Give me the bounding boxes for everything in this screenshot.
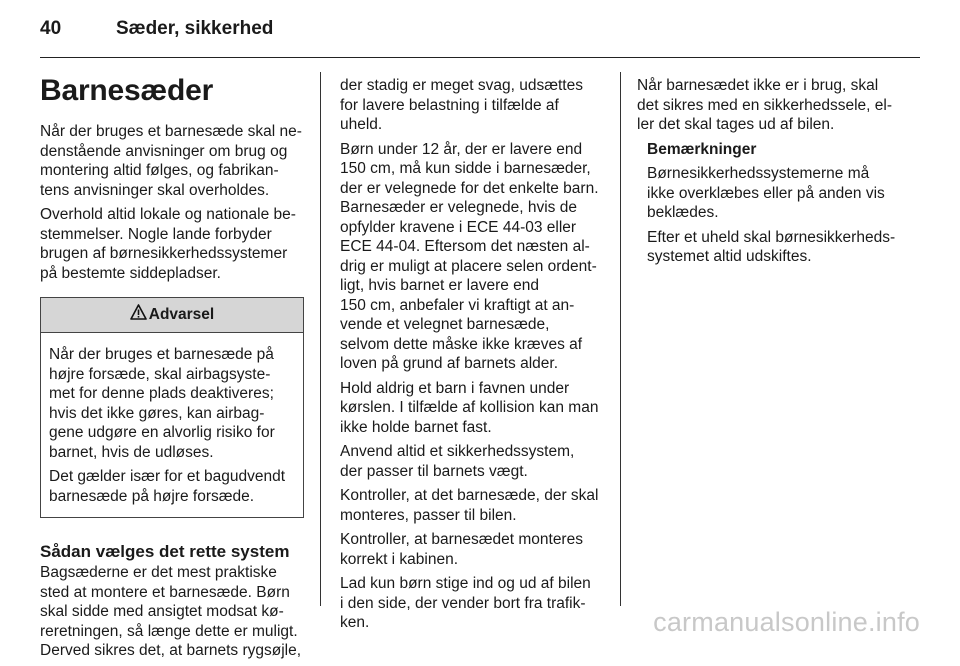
warning-triangle-icon: [130, 304, 147, 326]
warning-paragraph: Det gælder især for et bagudvendt barnesæde på højre forsæde.: [49, 468, 286, 505]
paragraph: Børn under 12 år, der er lavere end 150 cm, må kun sidde i barnesæder, der er velegnede for det enkelte barn. Barnesæder er velegnede, hvis de opfylder kravene i ECE 44-03 eller ECE 44-04. Eftersom det næsten al- drig er muligt at placere selen ordent- ligt, hvis barnet er lavere end 150 cm, anbefaler vi kraftigt at an- vende et velegnet barnesæde, selvom dette måske ikke kræves af loven på grund af barnets alder.: [340, 140, 599, 372]
subsection-title: Sådan vælges det rette system: [40, 542, 290, 561]
column-2: [340, 76, 602, 638]
note-block: [637, 140, 909, 267]
page-number: 40: [40, 18, 62, 39]
warning-box: [40, 297, 304, 518]
page-header: [40, 18, 273, 40]
paragraph: Når barnesædet ikke er i brug, skal det sikres med en sikkerhedssele, el- ler det skal tages ud af bilen.: [637, 77, 893, 133]
paragraph: Når der bruges et barnesæde skal ne- denstående anvisninger om brug og montering altid følges, og fabrikan- tens anvisninger skal overholdes.: [40, 123, 302, 199]
column-1: [40, 74, 308, 666]
column-3: [637, 76, 909, 272]
paragraph: Kontroller, at barnesædet monteres korrekt i kabinen.: [340, 531, 583, 568]
section-title: Barnesæder: [40, 74, 214, 107]
chapter-title: Sæder, sikkerhed: [116, 18, 274, 39]
paragraph: Kontroller, at det barnesæde, der skal monteres, passer til bilen.: [340, 487, 599, 524]
paragraph: Anvend altid et sikkerhedssystem, der passer til barnets vægt.: [340, 443, 575, 480]
note-paragraph: Børnesikkerhedssystemerne må ikke overklæbes eller på anden vis beklædes.: [647, 165, 885, 221]
watermark: carmanualsonline.info: [653, 607, 920, 637]
paragraph: Hold aldrig et barn i favnen under kørslen. I tilfælde af kollision kan man ikke holde barnet fast.: [340, 379, 599, 436]
warning-title: Advarsel: [148, 306, 215, 324]
column-divider: [620, 72, 621, 606]
paragraph: der stadig er meget svag, udsættes for lavere belastning i tilfælde af uheld.: [340, 77, 583, 133]
paragraph: Overhold altid lokale og nationale be- stemmelser. Nogle lande forbyder brugen af børnesikkerhedssystemer på bestemte siddepladser.: [40, 206, 296, 282]
note-title: Bemærkninger: [647, 140, 757, 158]
warning-paragraph: Når der bruges et barnesæde på højre forsæde, skal airbagsyste- met for denne plads deaktiveres; hvis det ikke gøres, kan airbag- gene udgøre en alvorlig risiko for barnet, hvis de udløses.: [49, 346, 275, 461]
paragraph: Bagsæderne er det mest praktiske sted at montere et barnesæde. Børn skal sidde med ansigtet modsat kø- reretningen, så længe dette er muligt. Derved sikres det, at barnets rygsøjle,: [40, 564, 302, 659]
paragraph: Lad kun børn stige ind og ud af bilen i den side, der vender bort fra trafik- ken.: [340, 575, 591, 631]
note-paragraph: Efter et uheld skal børnesikkerheds- systemet altid udskiftes.: [647, 228, 896, 265]
header-rule: [40, 57, 920, 58]
warning-header: [41, 298, 303, 333]
warning-body: [41, 333, 303, 517]
column-divider: [320, 72, 321, 606]
